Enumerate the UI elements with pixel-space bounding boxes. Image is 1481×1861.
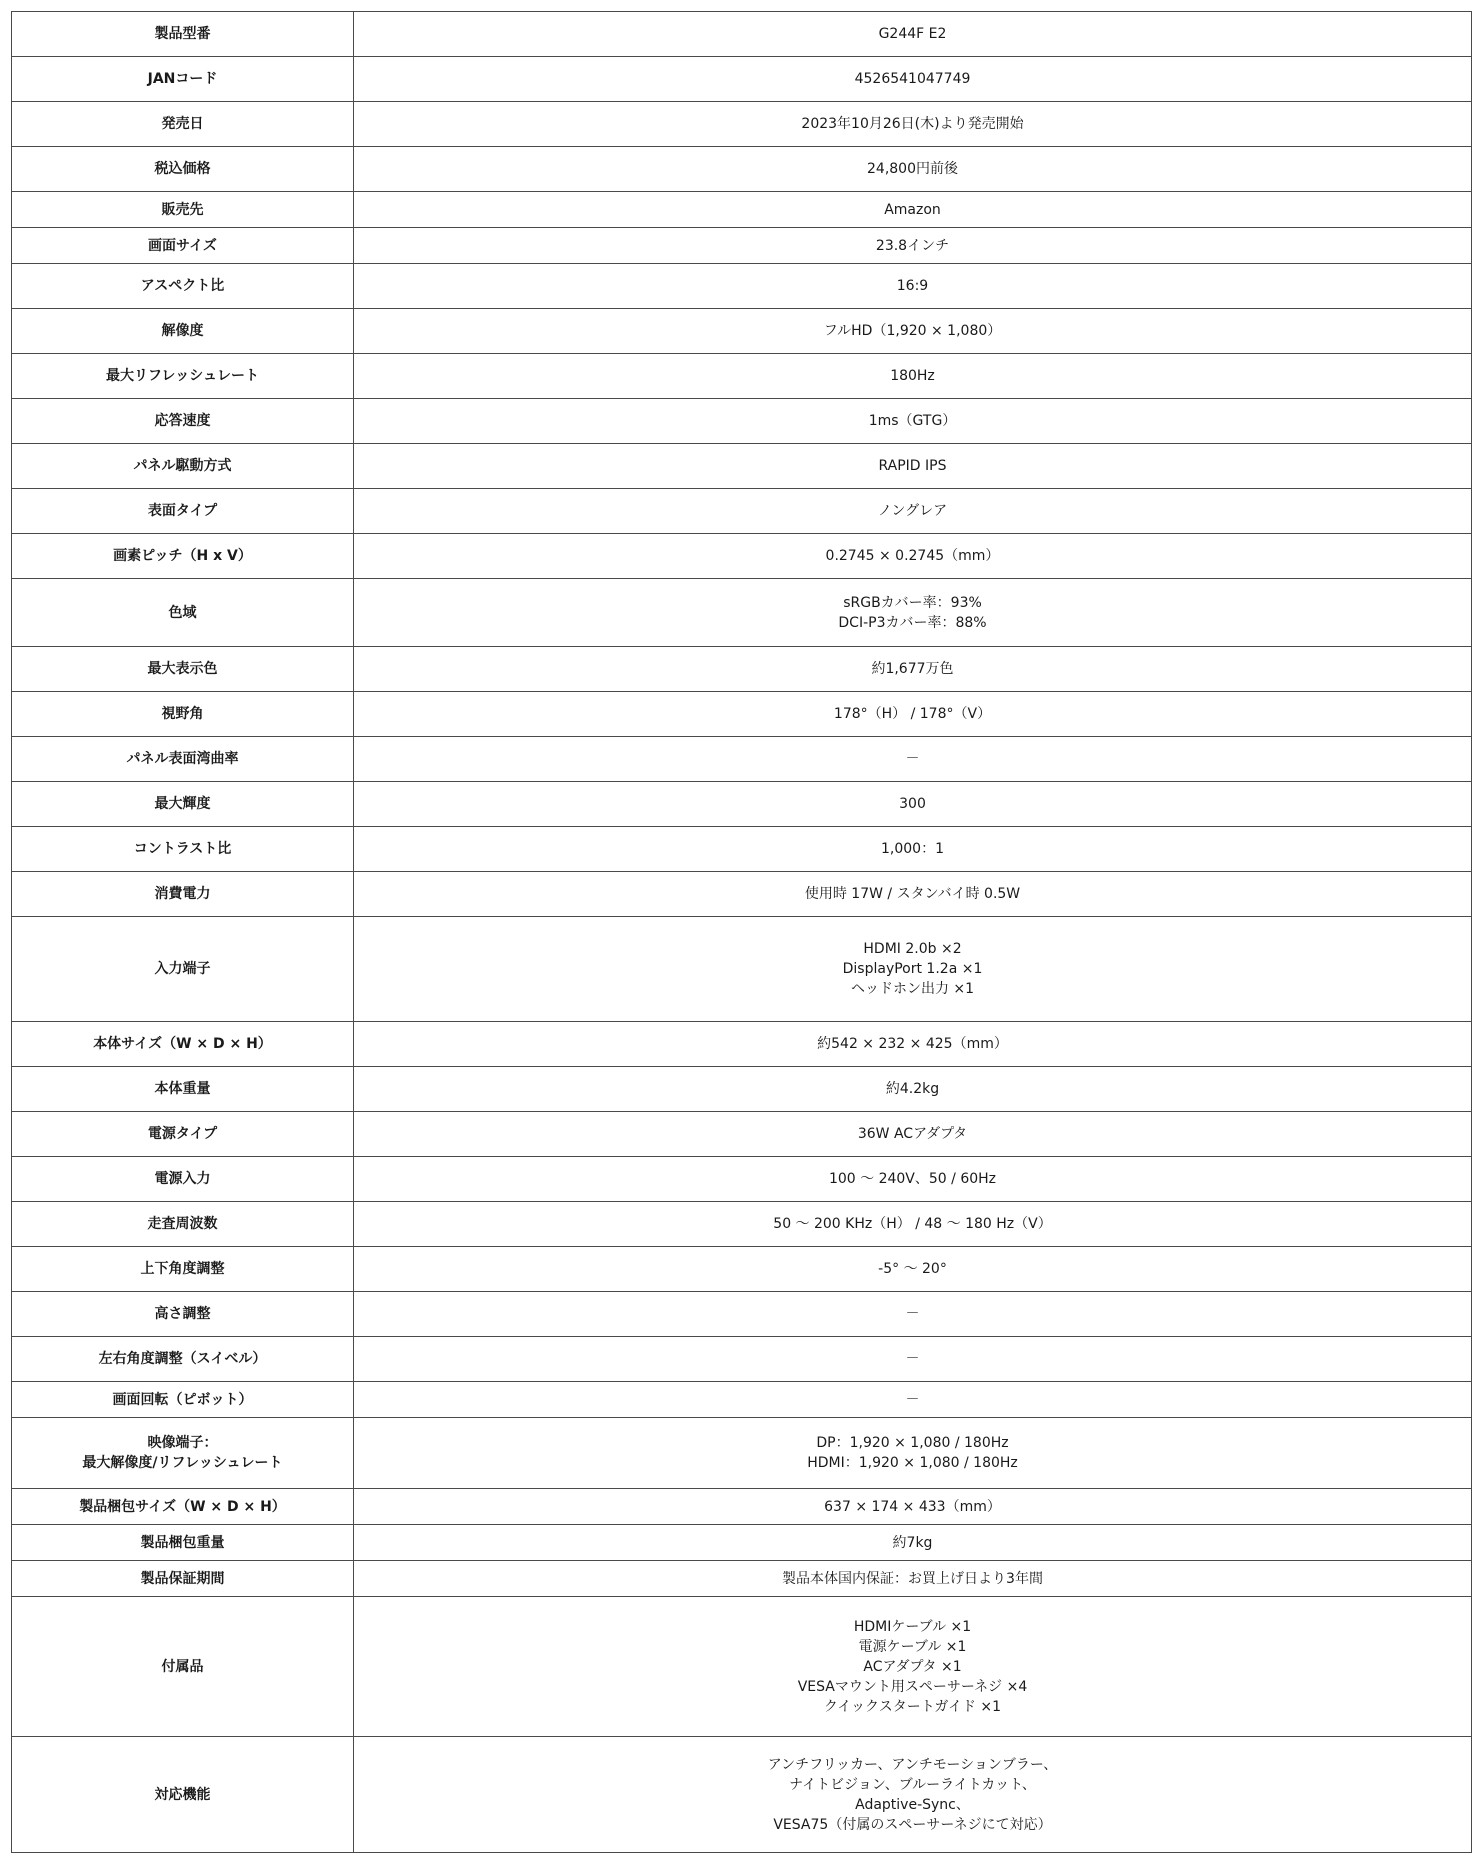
spec-label: 最大リフレッシュレート bbox=[12, 354, 354, 399]
spec-value: － bbox=[354, 1337, 1472, 1382]
spec-value: 約7kg bbox=[354, 1525, 1472, 1561]
table-row bbox=[12, 489, 1472, 534]
spec-label: 最大表示色 bbox=[12, 647, 354, 692]
spec-label: 製品梱包サイズ（W × D × H） bbox=[12, 1489, 354, 1525]
spec-label: 表面タイプ bbox=[12, 489, 354, 534]
spec-value: 約1,677万色 bbox=[354, 647, 1472, 692]
spec-value: 24,800円前後 bbox=[354, 147, 1472, 192]
spec-value: 1ms（GTG） bbox=[354, 399, 1472, 444]
spec-value: 製品本体国内保証：お買上げ日より3年間 bbox=[354, 1561, 1472, 1597]
table-row bbox=[12, 1525, 1472, 1561]
spec-value: 使用時 17W / スタンバイ時 0.5W bbox=[354, 872, 1472, 917]
table-row bbox=[12, 102, 1472, 147]
table-row bbox=[12, 1292, 1472, 1337]
table-row bbox=[12, 309, 1472, 354]
spec-label: 色域 bbox=[12, 579, 354, 647]
spec-label: 付属品 bbox=[12, 1597, 354, 1737]
table-row bbox=[12, 1247, 1472, 1292]
spec-value: DP：1,920 × 1,080 / 180Hz HDMI：1,920 × 1,080 / 180Hz bbox=[354, 1418, 1472, 1489]
table-row bbox=[12, 872, 1472, 917]
table-row bbox=[12, 1337, 1472, 1382]
spec-label: 視野角 bbox=[12, 692, 354, 737]
spec-table-body bbox=[12, 12, 1472, 1853]
table-row bbox=[12, 12, 1472, 57]
spec-label: 左右角度調整（スイベル） bbox=[12, 1337, 354, 1382]
table-row bbox=[12, 57, 1472, 102]
spec-label: 電源入力 bbox=[12, 1157, 354, 1202]
spec-value: 1,000：1 bbox=[354, 827, 1472, 872]
spec-label: 解像度 bbox=[12, 309, 354, 354]
spec-label: 本体サイズ（W × D × H） bbox=[12, 1022, 354, 1067]
table-row bbox=[12, 647, 1472, 692]
spec-value: － bbox=[354, 737, 1472, 782]
table-row bbox=[12, 192, 1472, 228]
spec-value: 2023年10月26日(木)より発売開始 bbox=[354, 102, 1472, 147]
spec-label: JANコード bbox=[12, 57, 354, 102]
spec-label: 対応機能 bbox=[12, 1737, 354, 1853]
spec-label: 電源タイプ bbox=[12, 1112, 354, 1157]
spec-label: 発売日 bbox=[12, 102, 354, 147]
spec-label: 販売先 bbox=[12, 192, 354, 228]
spec-label: 応答速度 bbox=[12, 399, 354, 444]
spec-label: 製品型番 bbox=[12, 12, 354, 57]
table-row bbox=[12, 1112, 1472, 1157]
spec-value: 100 ～ 240V、50 / 60Hz bbox=[354, 1157, 1472, 1202]
table-row bbox=[12, 737, 1472, 782]
table-row bbox=[12, 1597, 1472, 1737]
table-row bbox=[12, 1561, 1472, 1597]
spec-label: パネル駆動方式 bbox=[12, 444, 354, 489]
table-row bbox=[12, 534, 1472, 579]
spec-value: G244F E2 bbox=[354, 12, 1472, 57]
spec-value: sRGBカバー率：93% DCI-P3カバー率：88% bbox=[354, 579, 1472, 647]
table-row bbox=[12, 1737, 1472, 1853]
spec-label: 画素ピッチ（H x V） bbox=[12, 534, 354, 579]
table-row bbox=[12, 264, 1472, 309]
spec-label: 高さ調整 bbox=[12, 1292, 354, 1337]
table-row bbox=[12, 1418, 1472, 1489]
table-row bbox=[12, 147, 1472, 192]
table-row bbox=[12, 1022, 1472, 1067]
table-row bbox=[12, 228, 1472, 264]
table-row bbox=[12, 782, 1472, 827]
spec-label: 製品保証期間 bbox=[12, 1561, 354, 1597]
table-row bbox=[12, 1489, 1472, 1525]
spec-value: 36W ACアダプタ bbox=[354, 1112, 1472, 1157]
table-row bbox=[12, 827, 1472, 872]
spec-label: コントラスト比 bbox=[12, 827, 354, 872]
spec-value: フルHD（1,920 × 1,080） bbox=[354, 309, 1472, 354]
spec-value: 16:9 bbox=[354, 264, 1472, 309]
spec-value: 0.2745 × 0.2745（mm） bbox=[354, 534, 1472, 579]
spec-label: アスペクト比 bbox=[12, 264, 354, 309]
table-row bbox=[12, 692, 1472, 737]
spec-value: 23.8インチ bbox=[354, 228, 1472, 264]
spec-label: 最大輝度 bbox=[12, 782, 354, 827]
spec-label: 製品梱包重量 bbox=[12, 1525, 354, 1561]
spec-value: 約4.2kg bbox=[354, 1067, 1472, 1112]
spec-label: 消費電力 bbox=[12, 872, 354, 917]
table-row bbox=[12, 399, 1472, 444]
spec-value: 180Hz bbox=[354, 354, 1472, 399]
spec-value: HDMIケーブル ×1 電源ケーブル ×1 ACアダプタ ×1 VESAマウント用スペーサーネジ ×4 クイックスタートガイド ×1 bbox=[354, 1597, 1472, 1737]
spec-value: RAPID IPS bbox=[354, 444, 1472, 489]
table-row bbox=[12, 917, 1472, 1022]
spec-label: パネル表面湾曲率 bbox=[12, 737, 354, 782]
spec-value: 約542 × 232 × 425（mm） bbox=[354, 1022, 1472, 1067]
spec-value: 50 ～ 200 KHz（H） / 48 ～ 180 Hz（V） bbox=[354, 1202, 1472, 1247]
spec-label: 入力端子 bbox=[12, 917, 354, 1022]
table-row bbox=[12, 1157, 1472, 1202]
spec-label: 税込価格 bbox=[12, 147, 354, 192]
spec-label: 画面回転（ピボット） bbox=[12, 1382, 354, 1418]
spec-table bbox=[11, 11, 1472, 1853]
spec-value: HDMI 2.0b ×2 DisplayPort 1.2a ×1 ヘッドホン出力 ×1 bbox=[354, 917, 1472, 1022]
spec-label: 走査周波数 bbox=[12, 1202, 354, 1247]
spec-label: 映像端子： 最大解像度/リフレッシュレート bbox=[12, 1418, 354, 1489]
spec-value: － bbox=[354, 1382, 1472, 1418]
table-row bbox=[12, 1202, 1472, 1247]
table-row bbox=[12, 1067, 1472, 1112]
table-row bbox=[12, 354, 1472, 399]
spec-label: 画面サイズ bbox=[12, 228, 354, 264]
table-row bbox=[12, 1382, 1472, 1418]
spec-value: ノングレア bbox=[354, 489, 1472, 534]
spec-value: Amazon bbox=[354, 192, 1472, 228]
spec-value: 637 × 174 × 433（mm） bbox=[354, 1489, 1472, 1525]
spec-value: -5° ～ 20° bbox=[354, 1247, 1472, 1292]
table-row bbox=[12, 579, 1472, 647]
spec-value: 178°（H） / 178°（V） bbox=[354, 692, 1472, 737]
spec-value: － bbox=[354, 1292, 1472, 1337]
spec-label: 上下角度調整 bbox=[12, 1247, 354, 1292]
table-row bbox=[12, 444, 1472, 489]
spec-label: 本体重量 bbox=[12, 1067, 354, 1112]
spec-value: アンチフリッカー、アンチモーションブラー、 ナイトビジョン、ブルーライトカット、 Adaptive-Sync、 VESA75（付属のスペーサーネジにて対応） bbox=[354, 1737, 1472, 1853]
spec-value: 300 bbox=[354, 782, 1472, 827]
spec-value: 4526541047749 bbox=[354, 57, 1472, 102]
